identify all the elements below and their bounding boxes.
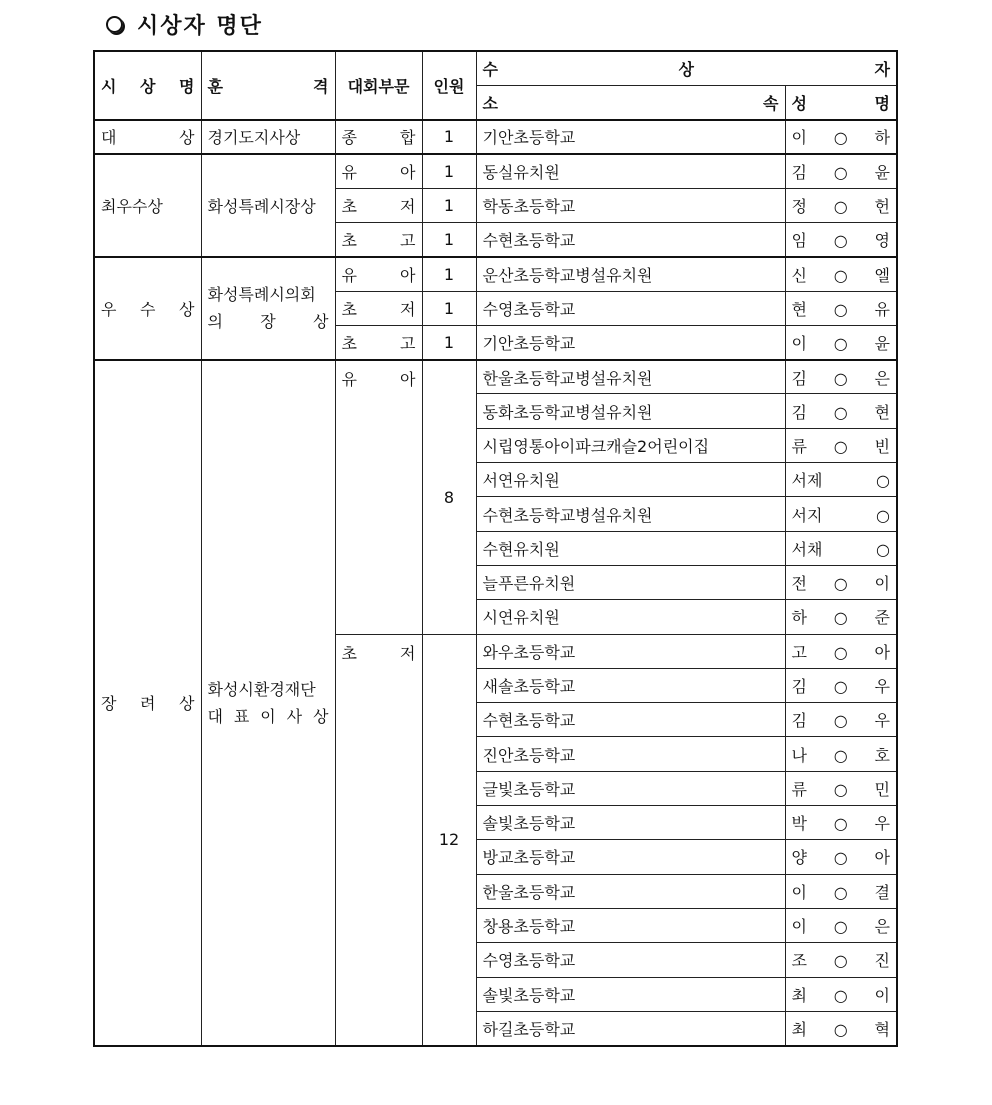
name-cell: 서채○ <box>785 531 897 565</box>
affiliation-cell: 글빛초등학교 <box>476 771 785 805</box>
header-rank: 훈 격 <box>201 51 335 120</box>
table-row <box>94 120 897 154</box>
award-cell: 대 상 <box>94 120 201 154</box>
affiliation-cell: 한울초등학교 <box>476 874 785 908</box>
name-cell: 김○은 <box>785 360 897 394</box>
award-cell: 최우수상 <box>94 154 201 257</box>
table-row <box>94 257 897 291</box>
count-cell: 1 <box>422 325 476 359</box>
affiliation-cell: 솔빛초등학교 <box>476 977 785 1011</box>
division-cell: 종 합 <box>335 120 422 154</box>
name-cell: 현○유 <box>785 291 897 325</box>
name-cell: 최○혁 <box>785 1011 897 1045</box>
name-cell: 이○결 <box>785 874 897 908</box>
affiliation-cell: 방교초등학교 <box>476 840 785 874</box>
header-row-1 <box>94 51 897 85</box>
name-cell: 박○우 <box>785 806 897 840</box>
name-cell: 이○하 <box>785 120 897 154</box>
affiliation-cell: 하길초등학교 <box>476 1011 785 1045</box>
table-row <box>94 154 897 188</box>
affiliation-cell: 시연유치원 <box>476 600 785 634</box>
affiliation-cell: 한울초등학교병설유치원 <box>476 360 785 394</box>
affiliation-cell: 수영초등학교 <box>476 943 785 977</box>
award-cell: 장 려 상 <box>94 360 201 1046</box>
table-row <box>94 360 897 394</box>
name-cell: 류○빈 <box>785 428 897 462</box>
affiliation-cell: 동실유치원 <box>476 154 785 188</box>
division-cell: 초 저 <box>335 291 422 325</box>
name-cell: 조○진 <box>785 943 897 977</box>
name-cell: 전○이 <box>785 565 897 599</box>
affiliation-cell: 솔빛초등학교 <box>476 806 785 840</box>
affiliation-cell: 학동초등학교 <box>476 188 785 222</box>
count-cell: 1 <box>422 154 476 188</box>
affiliation-cell: 수영초등학교 <box>476 291 785 325</box>
division-cell: 초 고 <box>335 325 422 359</box>
count-cell: 1 <box>422 188 476 222</box>
circle-bullet-icon <box>106 16 123 33</box>
affiliation-cell: 시립영통아이파크캐슬2어린이집 <box>476 428 785 462</box>
affiliation-cell: 수현초등학교 <box>476 222 785 256</box>
name-cell: 김○우 <box>785 703 897 737</box>
rank-cell: 화성특례시의회 의 장 상 <box>201 257 335 360</box>
name-cell: 김○현 <box>785 394 897 428</box>
name-cell: 서제○ <box>785 463 897 497</box>
affiliation-cell: 수현초등학교병설유치원 <box>476 497 785 531</box>
header-count: 인원 <box>422 51 476 120</box>
header-name: 성 명 <box>785 85 897 119</box>
name-cell: 나○호 <box>785 737 897 771</box>
rank-cell: 경기도지사상 <box>201 120 335 154</box>
affiliation-cell: 수현초등학교 <box>476 703 785 737</box>
award-cell: 우 수 상 <box>94 257 201 360</box>
name-cell: 고○아 <box>785 634 897 668</box>
name-cell: 임○영 <box>785 222 897 256</box>
name-cell: 신○엘 <box>785 257 897 291</box>
division-cell: 초 저 <box>335 188 422 222</box>
name-cell: 이○은 <box>785 908 897 942</box>
count-cell: 1 <box>422 291 476 325</box>
name-cell: 김○우 <box>785 668 897 702</box>
affiliation-cell: 운산초등학교병설유치원 <box>476 257 785 291</box>
affiliation-cell: 와우초등학교 <box>476 634 785 668</box>
affiliation-cell: 창용초등학교 <box>476 908 785 942</box>
page-title-text: 시상자 명단 <box>137 12 263 39</box>
rank-cell: 화성특례시장상 <box>201 154 335 257</box>
count-cell: 1 <box>422 120 476 154</box>
awards-table-body <box>94 51 897 1046</box>
division-cell: 유 아 <box>335 360 422 634</box>
awards-table <box>93 50 898 1047</box>
affiliation-cell: 진안초등학교 <box>476 737 785 771</box>
header-affiliation: 소 속 <box>476 85 785 119</box>
affiliation-cell: 수현유치원 <box>476 531 785 565</box>
affiliation-cell: 동화초등학교병설유치원 <box>476 394 785 428</box>
header-award: 시 상 명 <box>94 51 201 120</box>
affiliation-cell: 늘푸른유치원 <box>476 565 785 599</box>
affiliation-cell: 새솔초등학교 <box>476 668 785 702</box>
affiliation-cell: 기안초등학교 <box>476 120 785 154</box>
count-cell: 1 <box>422 222 476 256</box>
name-cell: 이○윤 <box>785 325 897 359</box>
header-division: 대회부문 <box>335 51 422 120</box>
division-cell: 유 아 <box>335 154 422 188</box>
name-cell: 정○헌 <box>785 188 897 222</box>
rank-cell: 화성시환경재단 대 표 이 사 상 <box>201 360 335 1046</box>
page-title <box>106 8 263 40</box>
name-cell: 최○이 <box>785 977 897 1011</box>
name-cell: 양○아 <box>785 840 897 874</box>
name-cell: 서지○ <box>785 497 897 531</box>
name-cell: 김○윤 <box>785 154 897 188</box>
name-cell: 하○준 <box>785 600 897 634</box>
affiliation-cell: 기안초등학교 <box>476 325 785 359</box>
name-cell: 류○민 <box>785 771 897 805</box>
affiliation-cell: 서연유치원 <box>476 463 785 497</box>
division-cell: 유 아 <box>335 257 422 291</box>
count-cell: 12 <box>422 634 476 1046</box>
count-cell: 8 <box>422 360 476 634</box>
header-winner: 수 상 자 <box>476 51 897 85</box>
division-cell: 초 저 <box>335 634 422 1046</box>
count-cell: 1 <box>422 257 476 291</box>
division-cell: 초 고 <box>335 222 422 256</box>
